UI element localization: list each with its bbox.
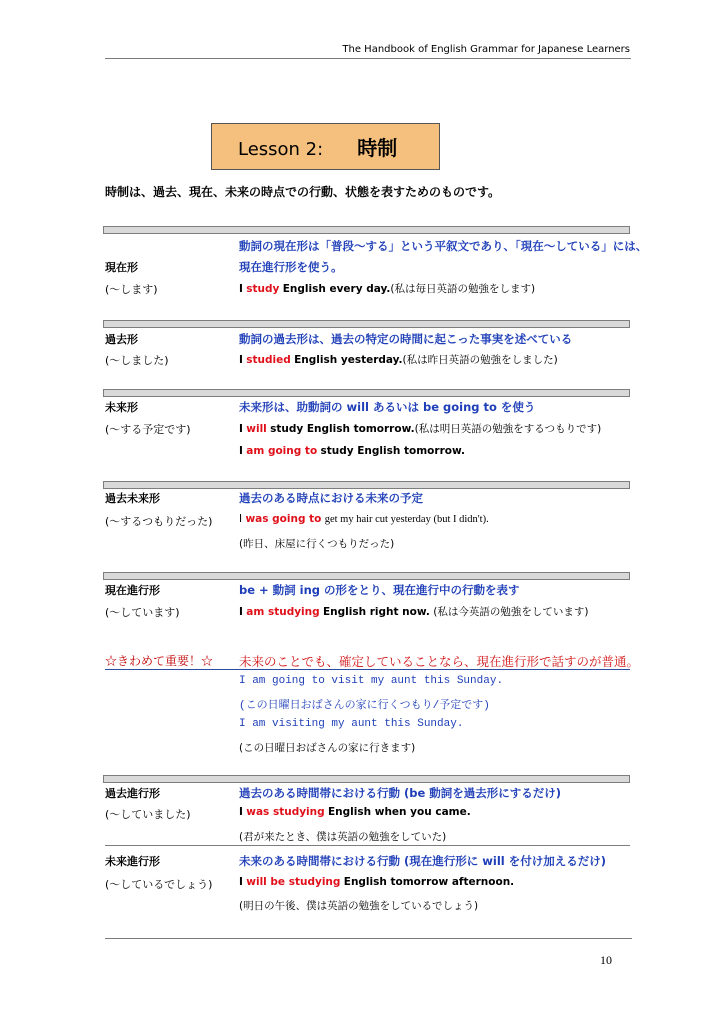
important-desc: 未来のことでも、確定していることなら、現在進行形で話すのが普通。: [239, 655, 640, 669]
present-example: [239, 281, 535, 296]
pp-ex-verb: am studying: [246, 606, 320, 618]
future-example-2: [239, 445, 465, 457]
section-band-past-future: [103, 481, 630, 489]
pp-ex-subject: I: [239, 606, 243, 618]
past-ex-verb: studied: [246, 354, 291, 366]
future-progressive-desc: 未来のある時間帯における行動 (現在進行形に will を付け加えるだけ): [239, 854, 606, 868]
running-header: The Handbook of English Grammar for Japanese Learners: [342, 44, 630, 55]
present-progressive-note: (〜しています): [105, 606, 180, 619]
fp-ex-rest: English tomorrow afternoon.: [343, 876, 515, 888]
future-ex1-subject: I: [239, 423, 243, 435]
section-band-present-progressive: [103, 572, 630, 580]
past-progressive-example: [239, 806, 471, 818]
past-progressive-term: 過去進行形: [105, 787, 160, 800]
past-progressive-note: (〜していました): [105, 808, 191, 821]
pastp-ex-subject: I: [239, 806, 243, 818]
important-note: ☆きわめて重要！☆: [105, 654, 214, 668]
present-desc-2: 現在進行形を使う。: [239, 260, 343, 274]
present-ex-subject: I: [239, 283, 243, 295]
past-progressive-ex-ja: (君が来たとき、僕は英語の勉強をしていた): [239, 831, 447, 843]
present-desc-1: 動詞の現在形は「普段〜する」という平叙文であり、「現在〜している」には、: [239, 239, 648, 253]
future-ex1-ja: (私は明日英語の勉強をするつもりです): [414, 423, 602, 435]
past-ex-subject: I: [239, 354, 243, 366]
past-future-ex-verb: was going to: [245, 513, 322, 525]
pp-example-4-ja: (この日曜日おばさんの家に行きます): [239, 742, 416, 754]
pp-example-3: I am going to visit my aunt this Sunday.: [239, 675, 504, 687]
past-future-example: [239, 513, 489, 525]
important-rule: [105, 669, 630, 670]
past-progressive-desc: 過去のある時間帯における行動 (be 動詞を過去形にするだけ): [239, 786, 562, 800]
lesson-topic: 時制: [357, 136, 398, 160]
future-progressive-rule: [105, 845, 630, 846]
past-future-note: (〜するつもりだった): [105, 515, 213, 528]
intro-text: 時制は、過去、現在、未来の時点での行動、状態を表すためのものです。: [105, 185, 501, 199]
present-ex-ja: (私は毎日英語の勉強をします): [390, 283, 536, 295]
past-ex-ja: (私は昨日英語の勉強をしました): [402, 354, 558, 366]
lesson-title: [238, 132, 397, 161]
past-desc: 動詞の過去形は、過去の特定の時間に起こった事実を述べている: [239, 332, 573, 346]
header-rule: [105, 58, 631, 59]
present-ex-verb: study: [246, 283, 280, 295]
past-future-ex-ja: (昨日、床屋に行くつもりだった): [239, 538, 395, 550]
pp-ex-rest: English right now.: [323, 606, 430, 618]
section-band-present: [103, 226, 630, 234]
pp-example-4: I am visiting my aunt this Sunday.: [239, 718, 464, 730]
future-desc: 未来形は、助動詞の will あるいは be going to を使う: [239, 400, 536, 414]
past-ex-rest: English yesterday.: [294, 354, 403, 366]
section-band-future: [103, 389, 630, 397]
section-band-past-progressive: [103, 775, 630, 783]
future-ex2-verb: am going to: [246, 445, 318, 457]
future-example-1: [239, 421, 601, 436]
present-note: (〜します): [105, 283, 158, 296]
future-term: 未来形: [105, 401, 138, 414]
future-note: (〜する予定です): [105, 423, 191, 436]
past-example: [239, 352, 558, 367]
past-future-desc: 過去のある時点における未来の予定: [239, 491, 423, 505]
past-future-ex-subject: I: [239, 513, 243, 525]
future-ex2-subject: I: [239, 445, 243, 457]
pastp-ex-rest: English when you came.: [328, 806, 471, 818]
present-progressive-term: 現在進行形: [105, 584, 160, 597]
future-ex2-rest: study English tomorrow.: [320, 445, 465, 457]
past-future-ex-rest: get my hair cut yesterday (but I didn't).: [324, 514, 489, 525]
past-note: (〜しました): [105, 354, 169, 367]
fp-ex-subject: I: [239, 876, 243, 888]
future-progressive-example: [239, 876, 514, 888]
future-progressive-note: (〜しているでしょう): [105, 878, 213, 891]
section-band-past: [103, 320, 630, 328]
lesson-label: Lesson 2:: [238, 139, 324, 160]
future-progressive-ex-ja: (明日の午後、僕は英語の勉強をしているでしょう): [239, 900, 479, 912]
present-progressive-desc: be + 動詞 ing の形をとり、現在進行中の行動を表す: [239, 583, 520, 597]
pp-example-3-ja: (この日曜日おばさんの家に行くつもり/予定です): [239, 700, 490, 712]
past-future-term: 過去未来形: [105, 492, 160, 505]
present-ex-rest: English every day.: [282, 283, 391, 295]
future-ex1-verb: will: [246, 423, 267, 435]
footer-rule: [105, 938, 632, 939]
past-term: 過去形: [105, 333, 138, 346]
pp-ex-ja: (私は今英語の勉強をしています): [433, 606, 589, 618]
future-progressive-term: 未来進行形: [105, 855, 160, 868]
fp-ex-verb: will be studying: [246, 876, 341, 888]
page-number: 10: [600, 953, 612, 967]
present-term: 現在形: [105, 261, 138, 274]
future-ex1-rest: study English tomorrow.: [270, 423, 415, 435]
present-progressive-example: [239, 604, 588, 619]
pastp-ex-verb: was studying: [246, 806, 325, 818]
